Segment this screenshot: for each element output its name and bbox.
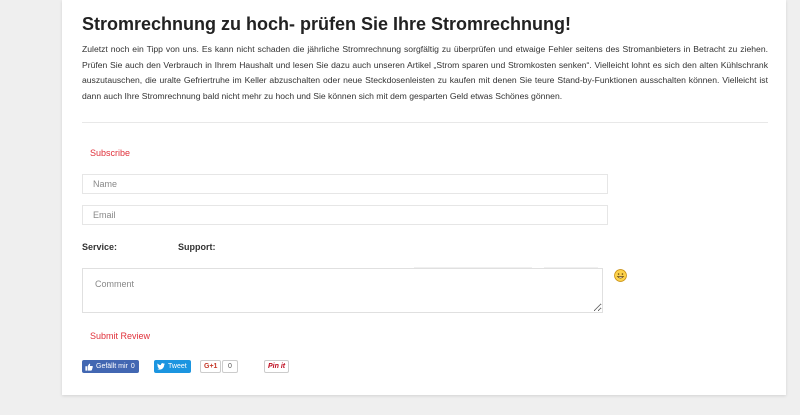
name-input[interactable] — [82, 174, 608, 194]
facebook-like-count: 0 — [130, 363, 135, 370]
google-plus-button[interactable]: G+1 — [200, 360, 221, 373]
pinterest-button[interactable]: Pin it — [264, 360, 289, 373]
article-title: Stromrechnung zu hoch- prüfen Sie Ihre Stromrechnung! — [82, 14, 572, 34]
article-card — [62, 0, 786, 395]
facebook-like-button[interactable] — [82, 360, 139, 373]
facebook-like-label: Gefällt mir — [96, 363, 128, 370]
google-plus-count: 0 — [222, 360, 238, 373]
submit-review-button[interactable]: Submit Review — [90, 331, 151, 341]
divider — [82, 122, 768, 123]
article-body: Zuletzt noch ein Tipp von uns. Es kann nicht schaden die jährliche Stromrechnung sorgfältig zu überprüfen und etwaige Fehler seitens des Stromanbieters in Betracht zu ziehen. Prüfen Sie auch den Verbrauch in Ihrem Haushalt und lesen Sie dazu auch unseren Artikel „Strom sparen und Stromkosten senken“. Vielleicht lohnt es sich den alten Kühlschrank auszutauschen, die uralte Gefriertruhe im Keller abzuschalten oder neue Steckdosenleisten zu kaufen mit denen Sie teure Stand-by-Funktionen ausschalten können. Vielleicht ist dann auch Ihre Stromrechnung bald nicht mehr zu hoch und Sie können sich mit dem gesparten Geld etwas Schönes gönnen. — [82, 44, 768, 101]
support-rating-label: Support: — [178, 242, 216, 252]
tweet-button[interactable] — [154, 360, 191, 373]
subscribe-link[interactable]: Subscribe — [90, 148, 131, 158]
twitter-bird-icon — [157, 363, 165, 370]
comment-textarea[interactable] — [82, 268, 603, 313]
smiley-icon[interactable] — [614, 269, 627, 282]
service-rating-label: Service: — [82, 242, 118, 252]
email-input[interactable] — [82, 205, 608, 225]
thumbs-up-icon — [85, 363, 93, 371]
tweet-label: Tweet — [168, 363, 187, 370]
